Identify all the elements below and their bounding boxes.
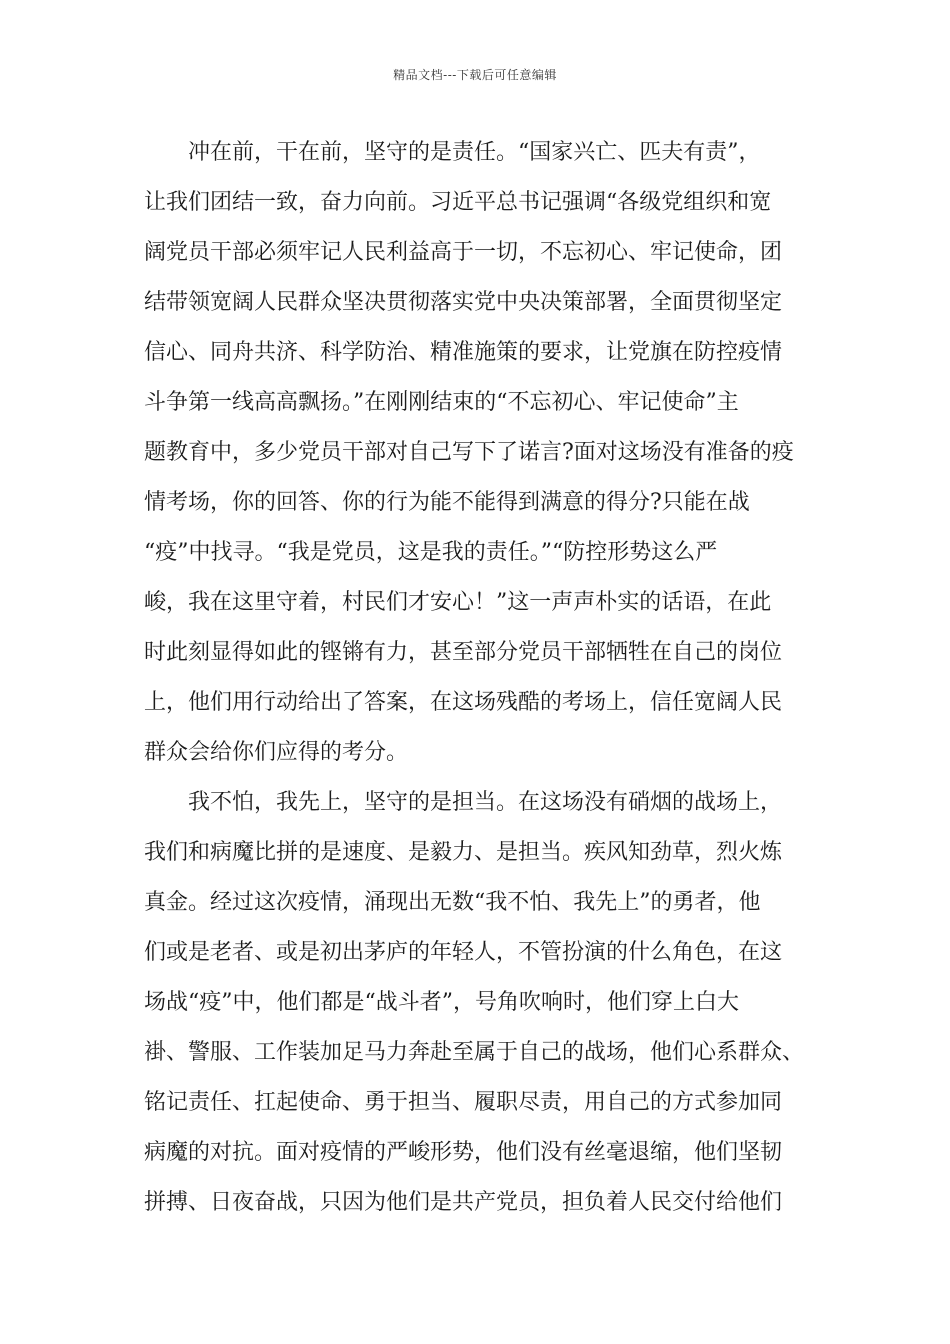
text-line: 题教育中，多少党员干部对自己写下了诺言?面对这场没有准备的疫 [144, 440, 794, 465]
text-line: 时此刻显得如此的铿锵有力，甚至部分党员干部牺牲在自己的岗位 [144, 640, 783, 665]
text-line: “疫”中找寻。“我是党员，这是我的责任。”“防控形势这么严 [144, 540, 718, 565]
paragraph-responsibility [144, 128, 806, 778]
text-line: 真金。经过这次疫情，涌现出无数“我不怕、我先上”的勇者，他 [144, 890, 761, 915]
document-body [144, 128, 806, 1228]
text-line: 冲在前，干在前，坚守的是责任。“国家兴亡、匹夫有责”， [188, 140, 761, 165]
text-line: 情考场，你的回答、你的行为能不能得到满意的得分?只能在战 [144, 490, 750, 515]
text-line: 群众会给你们应得的考分。 [144, 740, 409, 765]
text-line: 结带领宽阔人民群众坚决贯彻落实党中央决策部署，全面贯彻坚定 [144, 290, 783, 315]
text-line: 褂、警服、工作装加足马力奔赴至属于自己的战场，他们心系群众、 [144, 1040, 805, 1065]
text-line: 病魔的对抗。面对疫情的严峻形势，他们没有丝毫退缩，他们坚韧 [144, 1140, 783, 1165]
text-line: 峻，我在这里守着，村民们才安心！”这一声声朴实的话语，在此 [144, 590, 772, 615]
text-line: 上，他们用行动给出了答案，在这场残酷的考场上，信任宽阔人民 [144, 690, 783, 715]
paragraph-duty [144, 778, 806, 1228]
page-header: 精品文档---下载后可任意编辑 [393, 68, 557, 82]
text-line: 我们和病魔比拼的是速度、是毅力、是担当。疾风知劲草，烈火炼 [144, 840, 783, 865]
text-line: 场战“疫”中，他们都是“战斗者”，号角吹响时，他们穿上白大 [144, 990, 739, 1015]
text-line: 我不怕，我先上，坚守的是担当。在这场没有硝烟的战场上， [188, 790, 783, 815]
text-line: 斗争第一线高高飘扬。”在刚刚结束的“不忘初心、牢记使命”主 [144, 390, 739, 415]
text-line: 让我们团结一致，奋力向前。习近平总书记强调“各级党组织和宽 [144, 190, 772, 215]
text-line: 拼搏、日夜奋战，只因为他们是共产党员，担负着人民交付给他们 [144, 1190, 783, 1215]
text-line: 铭记责任、扛起使命、勇于担当、履职尽责，用自己的方式参加同 [144, 1090, 783, 1115]
text-line: 们或是老者、或是初出茅庐的年轻人，不管扮演的什么角色，在这 [144, 940, 783, 965]
text-line: 信心、同舟共济、科学防治、精准施策的要求，让党旗在防控疫情 [144, 340, 783, 365]
text-line: 阔党员干部必须牢记人民利益高于一切，不忘初心、牢记使命，团 [144, 240, 783, 265]
